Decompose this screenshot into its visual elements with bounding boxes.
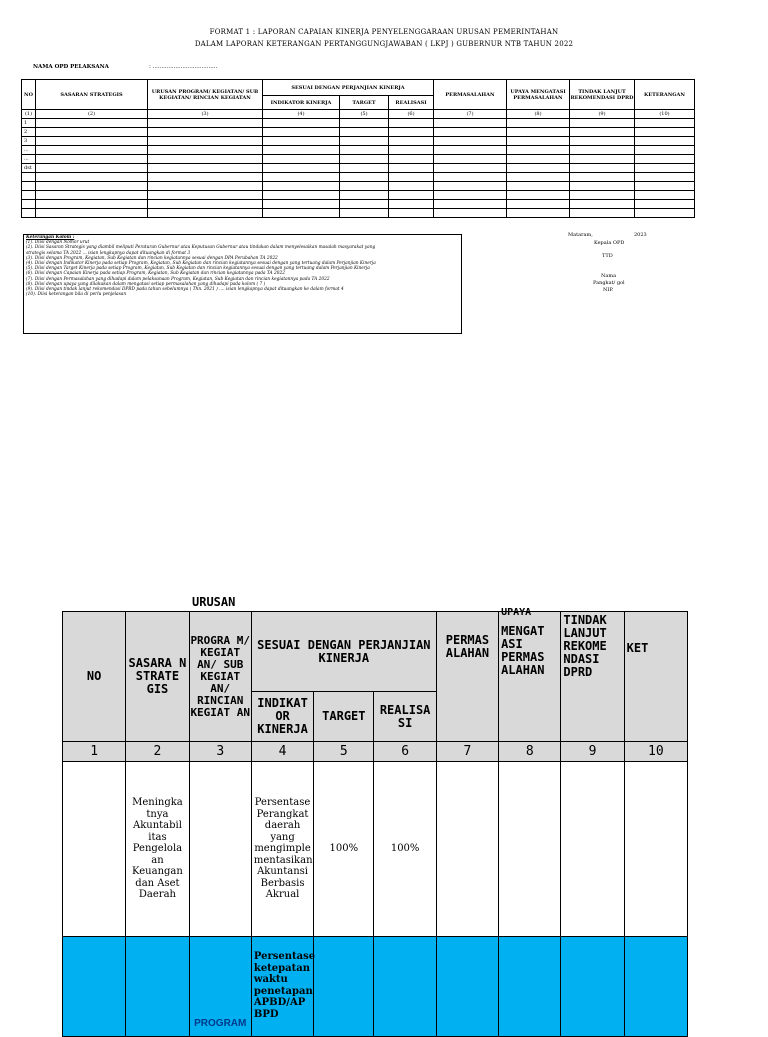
- row1-realisasi: 100%: [374, 762, 436, 937]
- col-number: (4): [263, 110, 340, 119]
- form2-col-number: 8: [499, 742, 561, 762]
- form2-col-number: 4: [251, 742, 313, 762]
- note-line: (2). Diisi Sasaran Strategis yang diambil meliputi Peraturan Gubernur atau Keputusan Gubernur atau tindakan dalam menyelesaikan masalah masyarakat yang: [26, 245, 376, 251]
- col-realisasi: REALISASI: [389, 96, 434, 110]
- blank-rows: [22, 119, 695, 218]
- table-cell: [389, 119, 434, 128]
- table-cell: [148, 182, 263, 191]
- table-cell: [263, 191, 340, 200]
- table-cell: [340, 146, 389, 155]
- notes-box: [23, 234, 462, 334]
- table-cell: [340, 182, 389, 191]
- table-cell: [635, 119, 695, 128]
- col-permasalahan: PERMASALAHAN: [434, 80, 507, 110]
- table-cell: [340, 155, 389, 164]
- table-cell: [389, 155, 434, 164]
- table-row: [22, 200, 695, 209]
- table-cell: [148, 146, 263, 155]
- table-cell: [340, 191, 389, 200]
- table-cell: [148, 173, 263, 182]
- table-cell: [389, 146, 434, 155]
- signature-year: 2023: [634, 232, 647, 238]
- row-label: [22, 200, 36, 209]
- table-cell: [340, 173, 389, 182]
- table-cell: [340, 137, 389, 146]
- table-cell: [635, 200, 695, 209]
- table-cell: [507, 209, 570, 218]
- table-cell: [36, 155, 148, 164]
- table-row: [22, 182, 695, 191]
- table-cell: [389, 191, 434, 200]
- table-cell: [148, 119, 263, 128]
- table-cell: [434, 173, 507, 182]
- form2-col-permasalahan: PERMAS ALAHAN: [436, 612, 498, 742]
- table-cell: [36, 164, 148, 173]
- signature-name: Nama: [601, 273, 617, 279]
- signature-ttd: TTD: [602, 253, 613, 259]
- note-line: (8). Diisi dengan upaya yang dilakukan dalam mengatasi setiap permasalahan yang dihadapi pada kolom ( 7 ): [26, 281, 266, 287]
- table-cell: [340, 119, 389, 128]
- table-cell: [389, 200, 434, 209]
- table-cell: [389, 137, 434, 146]
- table-cell: [389, 209, 434, 218]
- table-cell: [635, 164, 695, 173]
- table-cell: [263, 209, 340, 218]
- opd-label: NAMA OPD PELAKSANA: [33, 64, 109, 70]
- col-keterangan: KETERANGAN: [635, 80, 695, 110]
- table-row: [22, 209, 695, 218]
- row-label: [22, 173, 36, 182]
- table-row: [63, 937, 688, 1037]
- table-cell: [263, 137, 340, 146]
- table-row: [22, 155, 695, 164]
- table-cell: [635, 209, 695, 218]
- col-number: (9): [570, 110, 635, 119]
- note-line: (1). Diisi dengan Nomor urut: [26, 240, 90, 246]
- note-line: (9). Diisi dengan tindak lanjut rekomendasi DPRD pada tahun sebelumnya ( Thn. 2021 ) .... isian lengkapnya dapat dituangkan ke dalam format 4: [26, 287, 344, 293]
- table-cell: [263, 173, 340, 182]
- row1-target: 100%: [314, 762, 374, 937]
- table-cell: [148, 155, 263, 164]
- col-number: (7): [434, 110, 507, 119]
- table-cell: [36, 191, 148, 200]
- form2-col-indikator: INDIKAT OR KINERJA: [251, 692, 313, 742]
- form2-col-upaya-text: MENGAT ASI PERMAS ALAHAN: [501, 624, 545, 677]
- table-cell: [36, 209, 148, 218]
- table-cell: [507, 119, 570, 128]
- row-label: ...: [22, 155, 36, 164]
- signature-role: Kepala OPD: [594, 240, 625, 246]
- table-cell: [389, 173, 434, 182]
- table-cell: [507, 128, 570, 137]
- table-cell: [570, 173, 635, 182]
- col-number: (1): [22, 110, 36, 119]
- row1-indikator: Persentase Perangkat daerah yang mengimple mentasikan Akuntansi Berbasis Akrual: [251, 762, 313, 937]
- row-label: [22, 191, 36, 200]
- form2-urusan-label: URUSAN: [192, 595, 236, 609]
- col-sasaran: SASARAN STRATEGIS: [36, 80, 148, 110]
- col-number: (6): [389, 110, 434, 119]
- col-upaya: UPAYA MENGATASI PERMASALAHAN: [507, 80, 570, 110]
- note-line: (4). Diisi dengan Indikator Kinerja pada setiap Program, Kegiatan, Sub Kegiatan dan rincian kegiatannya sesuai dengan yang tertuang dalam Perjanjian Kinerja: [26, 261, 376, 267]
- table-cell: [570, 191, 635, 200]
- filled-form-table: [62, 607, 688, 1037]
- table-cell: [434, 119, 507, 128]
- table-cell: [263, 164, 340, 173]
- table-cell: [635, 146, 695, 155]
- table-cell: [263, 200, 340, 209]
- form2-col-number: 3: [189, 742, 251, 762]
- table-cell: [434, 137, 507, 146]
- signature-place: Mataram,: [568, 232, 593, 238]
- table-cell: [263, 146, 340, 155]
- row1-sasaran: Meningka tnya Akuntabil itas Pengelola an Keuangan dan Aset Daerah: [126, 762, 189, 937]
- table-cell: [148, 200, 263, 209]
- row-label: 3: [22, 137, 36, 146]
- col-tindak-lanjut: TINDAK LANJUT REKOMENDASI DPRD: [570, 80, 635, 110]
- table-cell: [434, 200, 507, 209]
- table-cell: [340, 164, 389, 173]
- table-cell: [570, 200, 635, 209]
- table-cell: [148, 128, 263, 137]
- row-label: [22, 182, 36, 191]
- notes-title: Keterangan Kolom :: [26, 235, 75, 240]
- note-line: (5). Diisi dengan Target Kinerja pada setiap Program, Kegiatan, Sub Kegiatan dan rincian kegiatannya sesuai dengan yang tertuang dalam Perjanjian Kinerja: [26, 266, 370, 272]
- form2-col-upaya: [499, 607, 561, 742]
- signature-rank: Pangkat/ gol: [593, 280, 625, 286]
- table-cell: [570, 119, 635, 128]
- col-number: (8): [507, 110, 570, 119]
- table-cell: [148, 137, 263, 146]
- table-cell: [36, 182, 148, 191]
- row-label: 2: [22, 128, 36, 137]
- table-cell: [148, 209, 263, 218]
- form2-col-realisasi: REALISA SI: [374, 692, 436, 742]
- notes-lines: [24, 240, 461, 297]
- table-cell: [570, 182, 635, 191]
- table-row: [22, 128, 695, 137]
- table-cell: [263, 182, 340, 191]
- row-label: ...: [22, 146, 36, 155]
- form2-col-number: 5: [314, 742, 374, 762]
- table-row: [63, 762, 688, 937]
- form2-col-number: 1: [63, 742, 126, 762]
- form2-col-tindak: TINDAK LANJUT REKOME NDASI DPRD: [561, 612, 624, 742]
- row-label: dst: [22, 164, 36, 173]
- table-cell: [263, 128, 340, 137]
- table-cell: [434, 209, 507, 218]
- form2-col-sasaran: SASARA N STRATE GIS: [126, 612, 189, 742]
- table-cell: [635, 155, 695, 164]
- table-cell: [263, 119, 340, 128]
- table-cell: [507, 146, 570, 155]
- form2-col-no: NO: [63, 612, 126, 742]
- note-line: (3). Diisi dengan Program, Kegiatan, Sub Kegiatan dan rincian kegiatannya sesuai dengan DPA Perubahan TA 2022: [26, 255, 278, 261]
- table-cell: [340, 128, 389, 137]
- table-cell: [635, 173, 695, 182]
- table-row: [22, 173, 695, 182]
- row2-program: PROGRAM: [194, 1018, 247, 1029]
- form2-col-upaya-top: UPAYA: [501, 607, 532, 618]
- table-cell: [434, 164, 507, 173]
- report-form-table: [21, 79, 695, 218]
- table-cell: [635, 128, 695, 137]
- table-row: [22, 164, 695, 173]
- col-no: NO: [22, 80, 36, 110]
- table-cell: [340, 209, 389, 218]
- table-cell: [507, 155, 570, 164]
- form2-col-program: PROGRA M/ KEGIAT AN/ SUB KEGIAT AN/ RINCIAN KEGIAT AN: [189, 612, 251, 742]
- table-cell: [507, 137, 570, 146]
- table-row: [22, 191, 695, 200]
- table-cell: [434, 155, 507, 164]
- form2-col-sesuai: SESUAI DENGAN PERJANJIAN KINERJA: [251, 612, 436, 692]
- table-cell: [570, 146, 635, 155]
- table-cell: [263, 155, 340, 164]
- table-cell: [570, 137, 635, 146]
- table-cell: [507, 191, 570, 200]
- table-cell: [507, 173, 570, 182]
- col-number: (3): [148, 110, 263, 119]
- form2-col-target: TARGET: [314, 692, 374, 742]
- table-cell: [389, 182, 434, 191]
- col-urusan: URUSAN PROGRAM/ KEGIATAN/ SUB KEGIATAN/ RINCIAN KEGIATAN: [148, 80, 263, 110]
- table-cell: [635, 182, 695, 191]
- table-cell: [570, 128, 635, 137]
- table-cell: [434, 146, 507, 155]
- form2-col-number: 10: [624, 742, 687, 762]
- table-cell: [635, 191, 695, 200]
- table-cell: [434, 191, 507, 200]
- table-cell: [36, 146, 148, 155]
- form2-col-number: 2: [126, 742, 189, 762]
- row2-indikator: Persentase ketepatan waktu penetapan APBD/AP BPD: [251, 937, 313, 1037]
- row-label: [22, 209, 36, 218]
- document-title-line1: FORMAT 1 : LAPORAN CAPAIAN KINERJA PENYELENGGARAAN URUSAN PEMERINTAHAN: [209, 28, 559, 36]
- form2-col-number: 9: [561, 742, 624, 762]
- note-line: strategis selama TA 2022 ... isian lengkapnya dapat dituangkan di format 3: [26, 250, 191, 256]
- table-row: [22, 137, 695, 146]
- table-cell: [389, 128, 434, 137]
- table-cell: [570, 155, 635, 164]
- form2-col-number: 7: [436, 742, 498, 762]
- document-title-line2: DALAM LAPORAN KETERANGAN PERTANGGUNGJAWABAN ( LKPJ ) GUBERNUR NTB TAHUN 2022: [194, 40, 574, 48]
- opd-value: : .....................................: [149, 64, 218, 70]
- col-number: (5): [340, 110, 389, 119]
- table-cell: [148, 164, 263, 173]
- col-target: TARGET: [340, 96, 389, 110]
- table-cell: [434, 128, 507, 137]
- form2-col-ket: KET: [624, 612, 687, 742]
- table-cell: [507, 182, 570, 191]
- col-number: (2): [36, 110, 148, 119]
- table-row: [22, 146, 695, 155]
- row-label: 1: [22, 119, 36, 128]
- table-row: [22, 119, 695, 128]
- form2-col-number: 6: [374, 742, 436, 762]
- signature-nip: NIP.: [603, 287, 614, 293]
- table-cell: [507, 164, 570, 173]
- table-cell: [340, 200, 389, 209]
- col-sesuai: SESUAI DENGAN PERJANJIAN KINERJA: [263, 80, 434, 96]
- table-cell: [36, 128, 148, 137]
- table-cell: [148, 191, 263, 200]
- note-line: (10). Diisi keterangan bila di perlu penjelasan: [26, 292, 127, 298]
- table-cell: [570, 164, 635, 173]
- col-indikator: INDIKATOR KINERJA: [263, 96, 340, 110]
- table-cell: [434, 182, 507, 191]
- table-cell: [36, 200, 148, 209]
- table-cell: [36, 137, 148, 146]
- col-number: (10): [635, 110, 695, 119]
- table-cell: [635, 137, 695, 146]
- table-cell: [36, 173, 148, 182]
- note-line: (7). Diisi dengan Permasalahan yang dihadapi dalam pelaksanaan Program, Kegiatan, Sub Kegiatan dan rincian kegiatannya pada TA 2022: [26, 276, 330, 282]
- table-cell: [36, 119, 148, 128]
- table-cell: [507, 200, 570, 209]
- table-cell: [389, 164, 434, 173]
- table-cell: [570, 209, 635, 218]
- note-line: (6). Diisi dengan Capaian Kinerja pada setiap Program, Kegiatan, Sub Kegiatan dan rincian kegiatannya pada TA 2022: [26, 271, 285, 277]
